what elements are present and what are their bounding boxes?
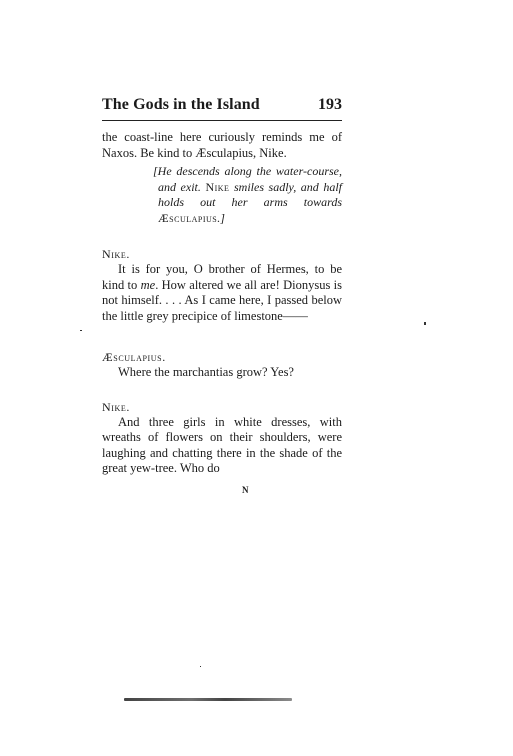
page-number: 193 [318,96,342,113]
speaker-label: Nike. [102,399,130,414]
speech-paragraph: Where the marchantias grow? Yes? [118,365,294,379]
signature-mark: N [242,484,249,495]
stage-direction-suffix: .] [217,210,225,225]
bottom-scan-rule [124,698,292,701]
speaker-label: Æsculapius. [102,350,166,364]
speech-emphasis: me [140,277,156,292]
speech-paragraph [102,262,342,324]
scan-speck [424,322,426,325]
running-title: The Gods in the Island [102,96,260,113]
speech-text-before: It is for you, O brother of Hermes, to be kind to [102,262,342,292]
book-page [102,96,342,495]
scan-speck [200,666,201,667]
speech-paragraph: And three girls in white dresses, with wreaths of flowers on their shoulders, were laughing and chatting there in the shade of the great yew-tree. Who do [102,414,342,475]
stage-direction-name: Nike [205,179,230,194]
scan-speck [80,330,82,331]
speech-text-after: . How altered we all are! Dionysus is not himself. . . . As I came here, I passed below the little grey precipice of limestone—— [102,277,342,323]
opening-paragraph: the coast-line here curiously reminds me of Naxos. Be kind to Æsculapius, Nike. [102,130,342,160]
stage-direction-prefix: [He descends along the water-course, and exit. [153,164,342,194]
running-header [102,96,342,121]
speaker-label: Nike. [102,247,130,261]
stage-direction [102,164,342,226]
stage-direction-name-2: Æsculapius [158,210,218,225]
stage-direction-middle: smiles sadly, and half holds out her arms towards [158,179,342,209]
